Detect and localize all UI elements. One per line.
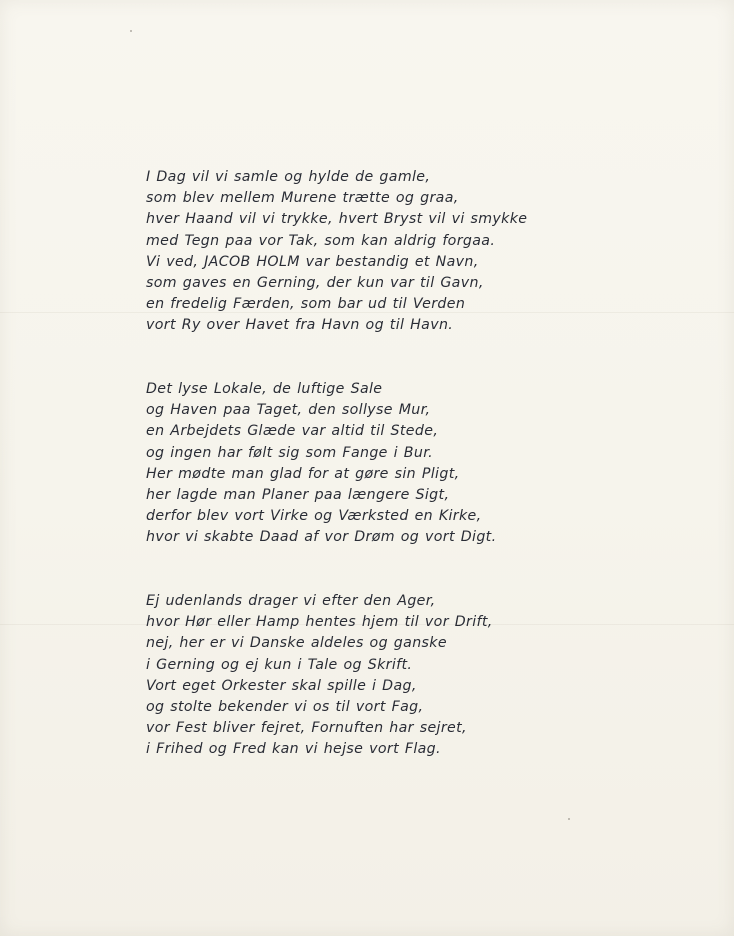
poem-line: derfor blev vort Virke og Værksted en Kirke, (146, 508, 482, 525)
poem-line: i Gerning og ej kun i Tale og Skrift. (146, 656, 413, 673)
paper-speck (130, 30, 132, 32)
poem-line: og ingen har følt sig som Fange i Bur. (146, 444, 433, 461)
poem-line: Vi ved, JACOB HOLM var bestandig et Navn, (146, 253, 479, 270)
poem-line: nej, her er vi Danske aldeles og ganske (146, 635, 447, 652)
poem-line: vort Ry over Havet fra Havn og til Havn. (146, 317, 454, 334)
poem-line: Ej udenlands drager vi efter den Ager, (146, 593, 436, 609)
poem-stanza-1 (146, 167, 527, 337)
poem-line: hvor vi skabte Daad af vor Drøm og vort Digt. (146, 529, 497, 546)
poem-stanza-3 (146, 591, 493, 761)
poem-line: med Tegn paa vor Tak, som kan aldrig forgaa. (146, 232, 496, 249)
poem-line: i Frihed og Fred kan vi hejse vort Flag. (146, 741, 441, 758)
poem-line: en fredelig Færden, som bar ud til Verden (146, 296, 466, 313)
poem-line: og stolte bekender vi os til vort Fag, (146, 698, 424, 715)
poem-line: hver Haand vil vi trykke, hvert Bryst vil vi smykke (146, 211, 528, 228)
poem-line: som gaves en Gerning, der kun var til Gavn, (146, 274, 484, 291)
poem-line: Vort eget Orkester skal spille i Dag, (146, 677, 417, 694)
poem-line: og Haven paa Taget, den sollyse Mur, (146, 402, 431, 419)
poem-stanza-2 (146, 379, 496, 549)
poem-line: Det lyse Lokale, de luftige Sale (146, 381, 383, 397)
poem-line: Her mødte man glad for at gøre sin Pligt, (146, 465, 460, 482)
poem-line: her lagde man Planer paa længere Sigt, (146, 486, 450, 503)
poem-line: en Arbejdets Glæde var altid til Stede, (146, 423, 439, 440)
poem-line: I Dag vil vi samle og hylde de gamle, (146, 169, 431, 185)
poem-line: vor Fest bliver fejret, Fornuften har sejret, (146, 720, 467, 737)
poem-line: hvor Hør eller Hamp hentes hjem til vor Drift, (146, 614, 493, 631)
poem-line: som blev mellem Murene trætte og graa, (146, 190, 459, 207)
paper-speck (568, 818, 570, 820)
